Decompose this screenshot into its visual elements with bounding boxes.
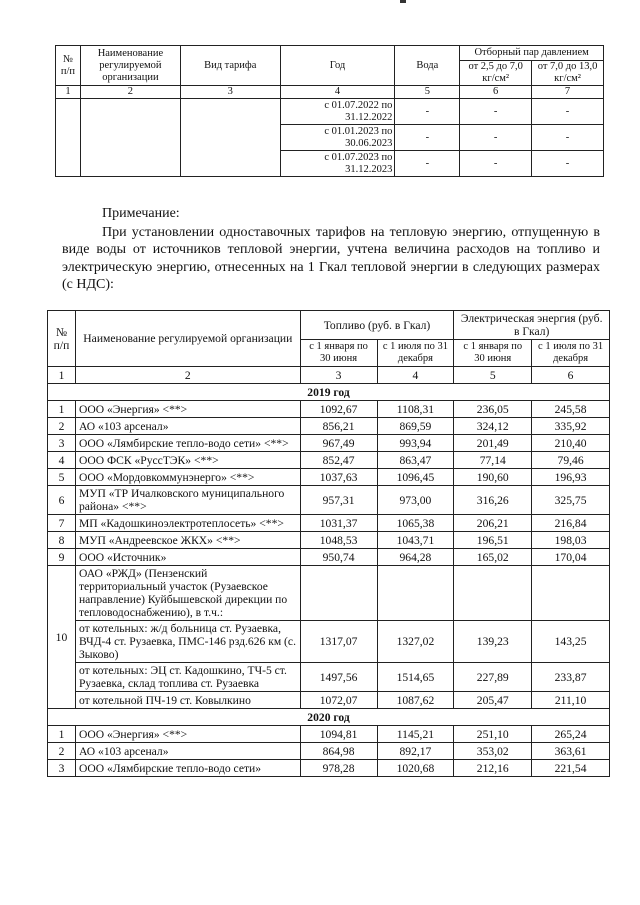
- elec-h2: 216,84: [532, 515, 610, 532]
- elec-h1: 190,60: [454, 469, 532, 486]
- water-cell: -: [395, 125, 460, 151]
- table-row: [48, 469, 610, 486]
- elec-h2: 211,10: [532, 692, 610, 709]
- elec-h1: 206,21: [454, 515, 532, 532]
- row-number: 6: [48, 486, 76, 515]
- t2-header-h1: с 1 января по 30 июня: [300, 340, 377, 367]
- fuel-h1: 967,49: [300, 435, 377, 452]
- table-row: [48, 549, 610, 566]
- org-name: МУП «ТР Ичалковского муниципального района» <**>: [75, 486, 300, 515]
- fuel-h1: 1094,81: [300, 726, 377, 743]
- elec-h1: 316,26: [454, 486, 532, 515]
- row-number: 3: [48, 760, 76, 777]
- org-name: ОАО «РЖД» (Пензенский территориальный участок (Рузаевское направление) Куйбышевской дирекции по тепловодоснабжению), в т.ч.:: [75, 566, 300, 621]
- fuel-h1: 1092,67: [300, 401, 377, 418]
- row-number: 5: [48, 469, 76, 486]
- t2-colnum: 5: [454, 367, 532, 384]
- t1-col-numbers: [56, 86, 604, 99]
- elec-h2: 170,04: [532, 549, 610, 566]
- table-row: [48, 566, 610, 621]
- org-name: МП «Кадошкиноэлектротеплосеть» <**>: [75, 515, 300, 532]
- fuel-h2: 1145,21: [377, 726, 454, 743]
- table-row: [48, 486, 610, 515]
- elec-h1: 196,51: [454, 532, 532, 549]
- org-subname: от котельной ПЧ-19 ст. Ковылкино: [75, 692, 300, 709]
- t1-header-year: Год: [280, 46, 395, 86]
- fuel-h2: 1020,68: [377, 760, 454, 777]
- elec-h2: 335,92: [532, 418, 610, 435]
- elec-h1: 165,02: [454, 549, 532, 566]
- elec-h1: 205,47: [454, 692, 532, 709]
- fuel-h1: 864,98: [300, 743, 377, 760]
- row-number: 2: [48, 743, 76, 760]
- table-row: [48, 401, 610, 418]
- t2-header-h2: с 1 июля по 31 декабря: [377, 340, 454, 367]
- row-number: 9: [48, 549, 76, 566]
- elec-h2: 325,75: [532, 486, 610, 515]
- fuel-h2: 863,47: [377, 452, 454, 469]
- table-row: [48, 692, 610, 709]
- table-row: [48, 726, 610, 743]
- elec-h2: 221,54: [532, 760, 610, 777]
- elec-h2: 79,46: [532, 452, 610, 469]
- elec-h1: 227,89: [454, 663, 532, 692]
- water-cell: -: [395, 99, 460, 125]
- t2-col-numbers: [48, 367, 610, 384]
- elec-h1: 251,10: [454, 726, 532, 743]
- table-row: [48, 418, 610, 435]
- table-row: [48, 621, 610, 663]
- t2-header-fuel: Топливо (руб. в Гкал): [300, 311, 454, 340]
- t2-header-h2: с 1 июля по 31 декабря: [532, 340, 610, 367]
- elec-h1: 139,23: [454, 621, 532, 663]
- cost-table: [47, 310, 610, 777]
- fuel-h1: 1497,56: [300, 663, 377, 692]
- fuel-h1: 1072,07: [300, 692, 377, 709]
- row-number: 2: [48, 418, 76, 435]
- fuel-h2: 1065,38: [377, 515, 454, 532]
- period-cell: с 01.07.2023 по 31.12.2023: [280, 151, 395, 177]
- row-number: 4: [48, 452, 76, 469]
- table-row: [56, 99, 604, 125]
- t1-colnum: 4: [280, 86, 395, 99]
- table-row: [48, 515, 610, 532]
- t1-header-steam-high: от 7,0 до 13,0 кг/см²: [532, 61, 604, 86]
- elec-h2: 143,25: [532, 621, 610, 663]
- t2-header-num: № п/п: [48, 311, 76, 367]
- fuel-h1: 1031,37: [300, 515, 377, 532]
- t1-colnum: 1: [56, 86, 81, 99]
- org-name: АО «103 арсенал»: [75, 418, 300, 435]
- fuel-h1: 1317,07: [300, 621, 377, 663]
- steam-low-cell: -: [460, 151, 532, 177]
- fuel-h1: 957,31: [300, 486, 377, 515]
- table-row: [48, 743, 610, 760]
- t2-colnum: 2: [75, 367, 300, 384]
- t2-header-h1: с 1 января по 30 июня: [454, 340, 532, 367]
- org-name: ООО «Энергия» <**>: [75, 726, 300, 743]
- table-row: [48, 760, 610, 777]
- fuel-h2: 1096,45: [377, 469, 454, 486]
- t2-colnum: 4: [377, 367, 454, 384]
- elec-h1: 236,05: [454, 401, 532, 418]
- elec-h2: 210,40: [532, 435, 610, 452]
- t1-header-tariff: Вид тарифа: [180, 46, 280, 86]
- elec-h2: 363,61: [532, 743, 610, 760]
- elec-h2: 233,87: [532, 663, 610, 692]
- steam-high-cell: -: [532, 99, 604, 125]
- org-name: ООО «Источник»: [75, 549, 300, 566]
- fuel-h1: 1048,53: [300, 532, 377, 549]
- org-name: ООО «Лямбирские тепло-водо сети» <**>: [75, 435, 300, 452]
- t1-colnum: 7: [532, 86, 604, 99]
- table-row: [48, 663, 610, 692]
- org-name: ООО «Энергия» <**>: [75, 401, 300, 418]
- fuel-h2: 1514,65: [377, 663, 454, 692]
- steam-low-cell: -: [460, 99, 532, 125]
- year-2020-heading: 2020 год: [48, 709, 610, 726]
- fuel-h2: 973,00: [377, 486, 454, 515]
- row-number: 1: [48, 726, 76, 743]
- period-cell: с 01.01.2023 по 30.06.2023: [280, 125, 395, 151]
- t1-colnum: 5: [395, 86, 460, 99]
- elec-h2: 198,03: [532, 532, 610, 549]
- t1-colnum: 2: [80, 86, 180, 99]
- t2-header-elec: Электрическая энергия (руб. в Гкал): [454, 311, 610, 340]
- steam-low-cell: -: [460, 125, 532, 151]
- row-number: 1: [48, 401, 76, 418]
- fuel-h2: 1327,02: [377, 621, 454, 663]
- period-cell: с 01.07.2022 по 31.12.2022: [280, 99, 395, 125]
- fuel-h1: 950,74: [300, 549, 377, 566]
- t1-colnum: 3: [180, 86, 280, 99]
- water-cell: -: [395, 151, 460, 177]
- fuel-h2: 1087,62: [377, 692, 454, 709]
- fuel-h1: 852,47: [300, 452, 377, 469]
- org-subname: от котельных: ЭЦ ст. Кадошкино, ТЧ-5 ст. Рузаевка, склад топлива ст. Рузаевка: [75, 663, 300, 692]
- t1-header-org: Наименование регулируемой организации: [80, 46, 180, 86]
- fuel-h2: 993,94: [377, 435, 454, 452]
- note-title: Примечание:: [102, 206, 180, 221]
- row-number: 8: [48, 532, 76, 549]
- row-number: 3: [48, 435, 76, 452]
- note-text: При установлении одноставочных тарифов на тепловую энергию, отпущенную в виде воды от источников тепловой энергии, учтена величина расходов на топливо и электрическую энергию, отнесенных на 1 Гкал тепловой энергии в следующих размерах (с НДС):: [62, 224, 600, 292]
- table-row: [48, 435, 610, 452]
- steam-high-cell: -: [532, 151, 604, 177]
- row-number: 10: [48, 566, 76, 709]
- t2-header-org: Наименование регулируемой организации: [75, 311, 300, 367]
- org-name: ООО «Лямбирские тепло-водо сети»: [75, 760, 300, 777]
- t2-colnum: 1: [48, 367, 76, 384]
- tariff-table: [55, 45, 604, 177]
- org-name: МУП «Андреевское ЖКХ» <**>: [75, 532, 300, 549]
- fuel-h2: 964,28: [377, 549, 454, 566]
- t2-colnum: 3: [300, 367, 377, 384]
- table-row: [48, 532, 610, 549]
- fuel-h1: 1037,63: [300, 469, 377, 486]
- page-mark: [400, 0, 406, 3]
- steam-high-cell: -: [532, 125, 604, 151]
- fuel-h1: 978,28: [300, 760, 377, 777]
- org-name: ООО «Мордовкоммунэнерго» <**>: [75, 469, 300, 486]
- t1-colnum: 6: [460, 86, 532, 99]
- elec-h1: 201,49: [454, 435, 532, 452]
- fuel-h2: 1043,71: [377, 532, 454, 549]
- org-name: ООО ФСК «РуссТЭК» <**>: [75, 452, 300, 469]
- t1-header-water: Вода: [395, 46, 460, 86]
- t1-header-steam-low: от 2,5 до 7,0 кг/см²: [460, 61, 532, 86]
- elec-h1: 212,16: [454, 760, 532, 777]
- fuel-h2: 892,17: [377, 743, 454, 760]
- elec-h1: 353,02: [454, 743, 532, 760]
- elec-h1: 324,12: [454, 418, 532, 435]
- elec-h1: 77,14: [454, 452, 532, 469]
- org-name: АО «103 арсенал»: [75, 743, 300, 760]
- t1-header-num: № п/п: [56, 46, 81, 86]
- row-number: 7: [48, 515, 76, 532]
- note-block: [62, 205, 600, 294]
- fuel-h1: 856,21: [300, 418, 377, 435]
- table-row: [48, 452, 610, 469]
- t2-colnum: 6: [532, 367, 610, 384]
- fuel-h2: 1108,31: [377, 401, 454, 418]
- elec-h2: 265,24: [532, 726, 610, 743]
- year-2019-heading: 2019 год: [48, 384, 610, 401]
- t1-header-steam: Отборный пар давлением: [460, 46, 604, 61]
- org-subname: от котельных: ж/д больница ст. Рузаевка, ВЧД-4 ст. Рузаевка, ПМС-146 рзд.626 км (с. Зыково): [75, 621, 300, 663]
- fuel-h2: 869,59: [377, 418, 454, 435]
- elec-h2: 196,93: [532, 469, 610, 486]
- elec-h2: 245,58: [532, 401, 610, 418]
